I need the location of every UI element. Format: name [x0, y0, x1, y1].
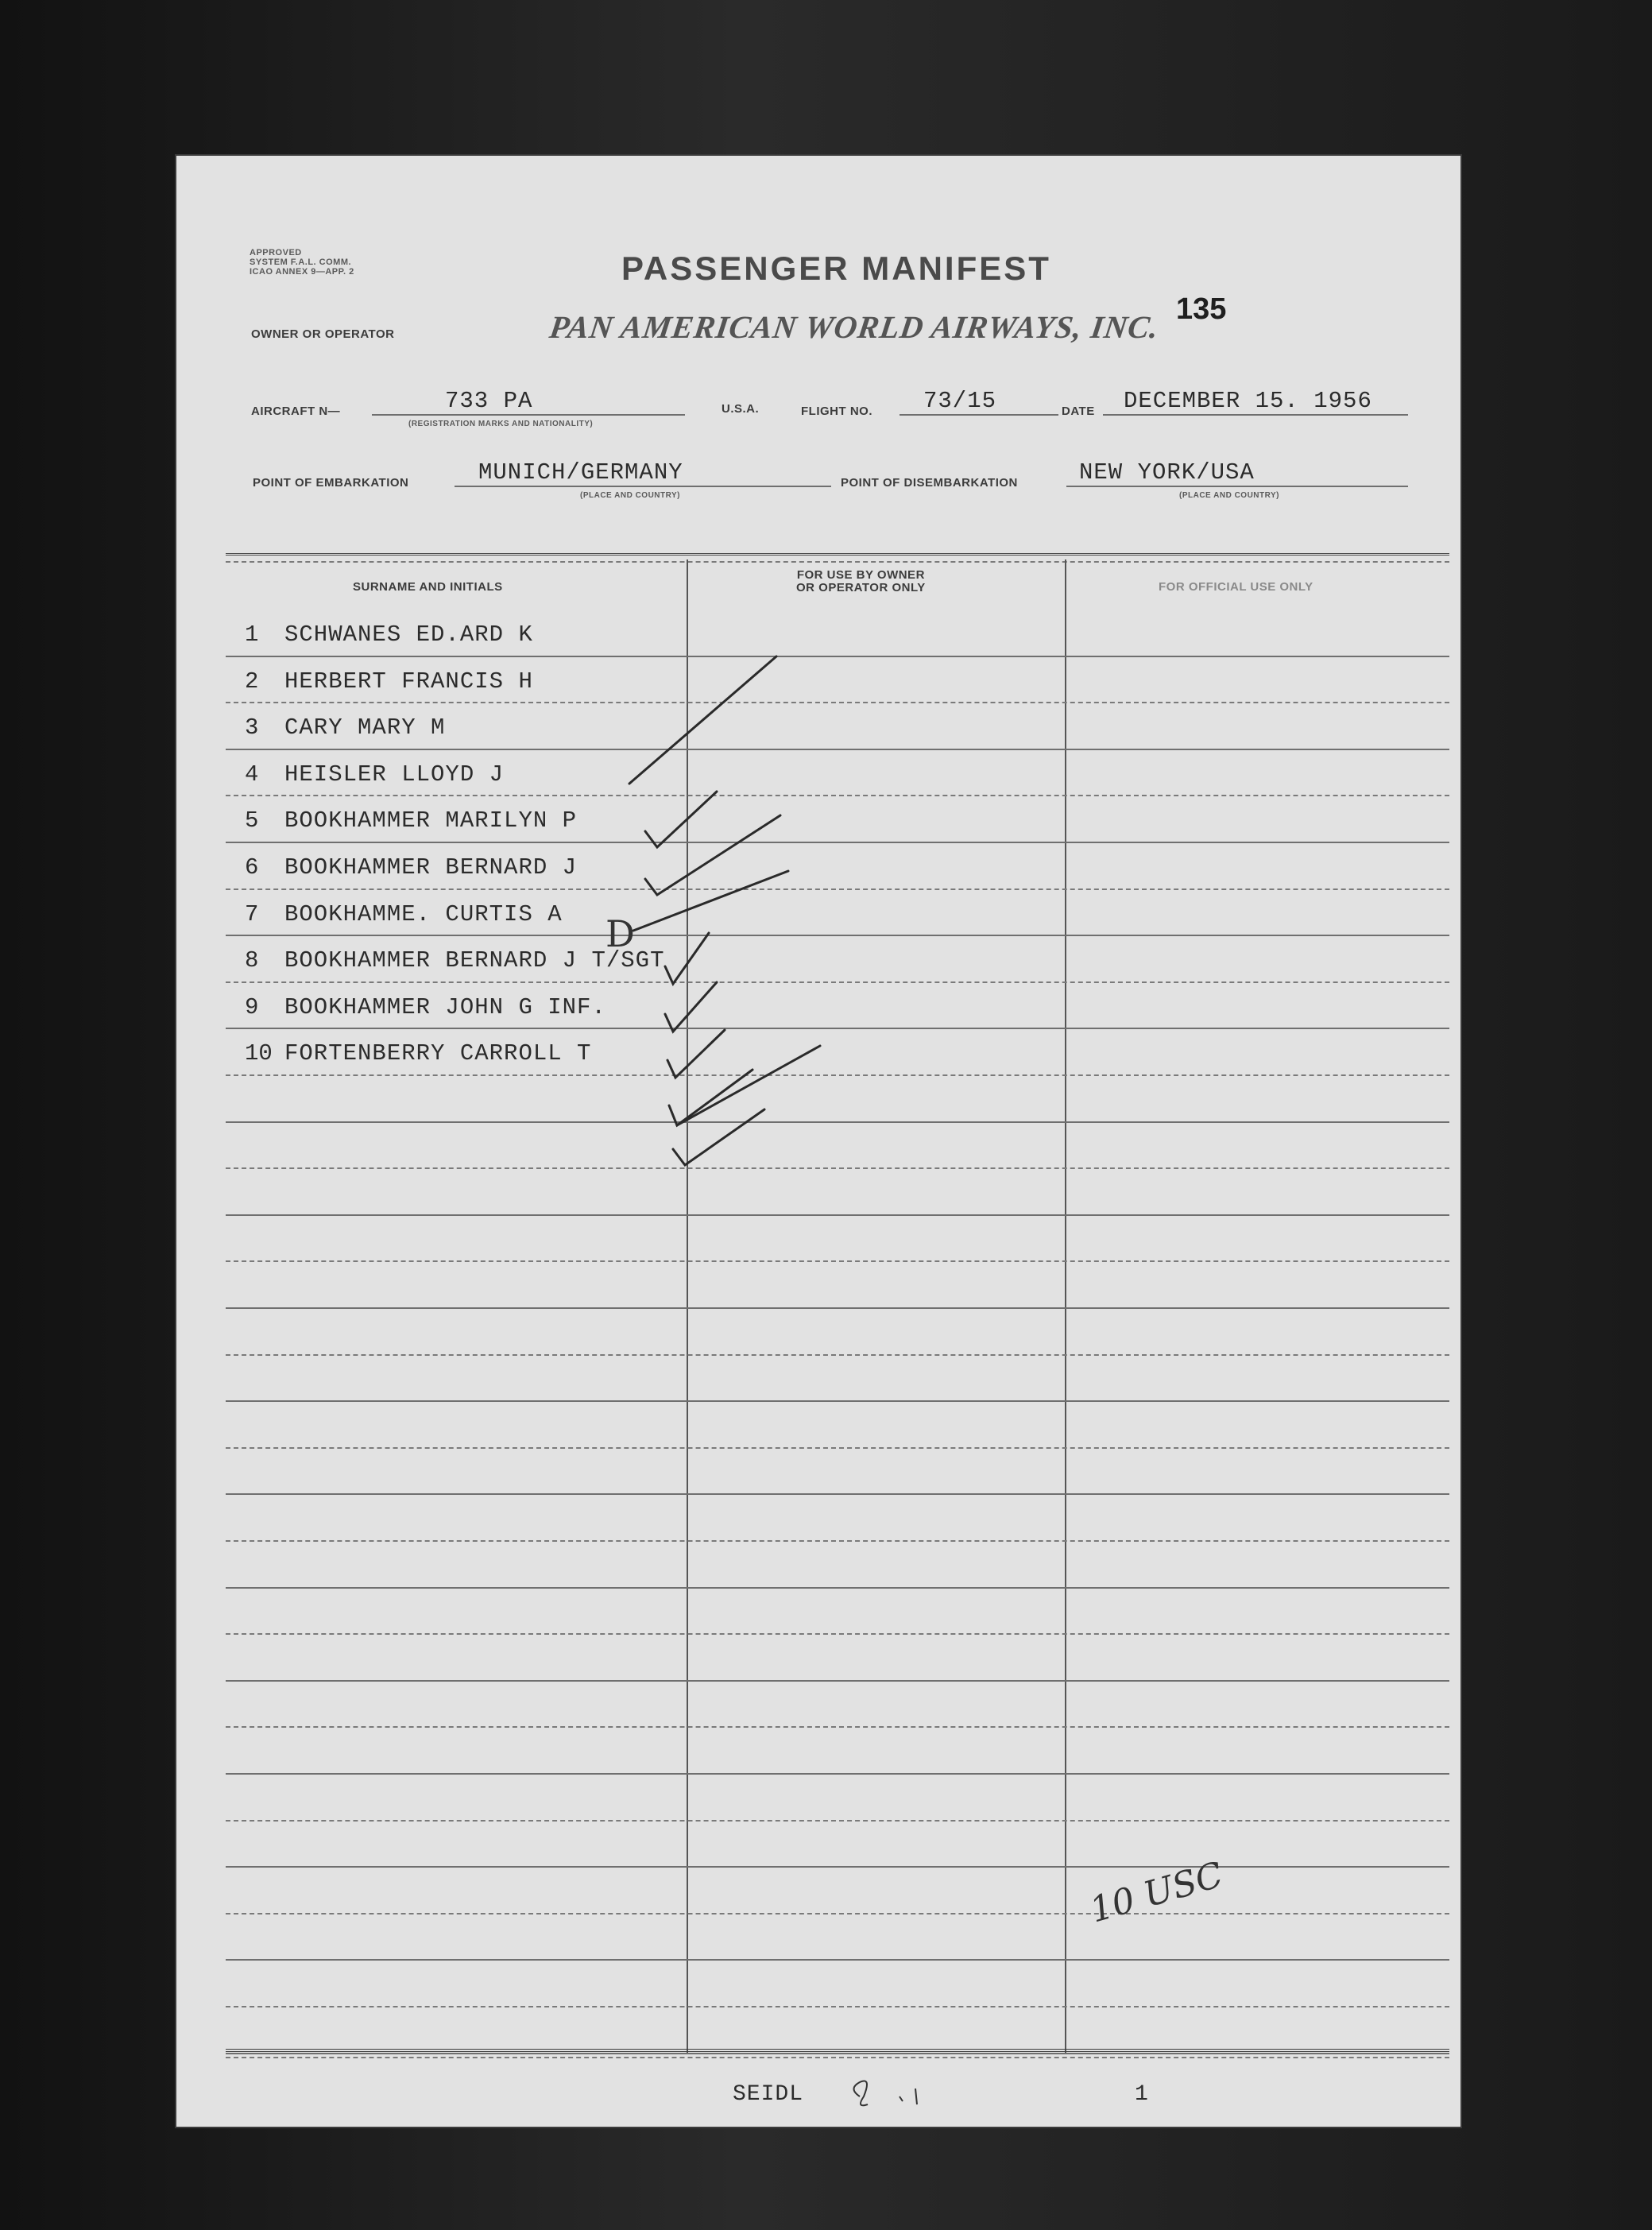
passenger-name: SCHWANES ED.ARD K [284, 621, 533, 648]
svg-text:D: D [605, 912, 635, 955]
row-rule [226, 842, 1449, 843]
footer-page: 1 [1135, 2082, 1149, 2107]
column-header-line: OR OPERATOR ONLY [796, 581, 926, 594]
aircraft-label: AIRCRAFT N— [251, 405, 341, 418]
signature-scribble [844, 2073, 939, 2112]
approval-line: APPROVED [250, 248, 302, 257]
passenger-number: 3 [245, 714, 259, 741]
passenger-number: 5 [245, 807, 259, 834]
row-rule [226, 1820, 1449, 1822]
row-rule [226, 1400, 1449, 1402]
column-header-line: FOR USE BY OWNER [796, 568, 925, 582]
row-rule [226, 1726, 1449, 1728]
column-header-official: FOR OFFICIAL USE ONLY [1159, 580, 1313, 594]
row-rule [226, 1773, 1449, 1775]
row-rule [226, 1121, 1449, 1123]
handwritten-note: 10 USC [1085, 1854, 1228, 1931]
passenger-number: 2 [245, 668, 259, 695]
page-number: 135 [1176, 292, 1227, 326]
row-rule [226, 749, 1449, 750]
row-rule [226, 1260, 1449, 1262]
row-rule [226, 1214, 1449, 1216]
passenger-number: 4 [245, 761, 259, 788]
passenger-number: 10 [245, 1040, 273, 1067]
passenger-name: BOOKHAMMER JOHN G INF. [284, 994, 606, 1020]
date-label: DATE [1062, 405, 1095, 418]
row-rule [226, 889, 1449, 890]
row-rule [226, 935, 1449, 936]
row-rule [226, 1587, 1449, 1589]
flight-value: 73/15 [923, 388, 997, 414]
approval-line: ICAO ANNEX 9—APP. 2 [250, 267, 354, 277]
registration-note: (REGISTRATION MARKS AND NATIONALITY) [408, 420, 594, 428]
disembarkation-label: POINT OF DISEMBARKATION [841, 476, 1018, 490]
row-rule [226, 981, 1449, 983]
disembarkation-note: (PLACE AND COUNTRY) [1179, 491, 1279, 500]
passenger-number: 6 [245, 854, 259, 881]
passenger-name: BOOKHAMMER BERNARD J T/SGT [284, 947, 665, 974]
row-rule [226, 1866, 1449, 1868]
row-rule [226, 656, 1449, 657]
footer-signature: SEIDL [733, 2082, 804, 2107]
row-rule [226, 795, 1449, 796]
embarkation-note: (PLACE AND COUNTRY) [580, 491, 680, 500]
passenger-number: 9 [245, 994, 259, 1020]
embarkation-value: MUNICH/GERMANY [478, 459, 683, 486]
passenger-name: HEISLER LLOYD J [284, 761, 505, 788]
owner-label: OWNER OR OPERATOR [251, 327, 395, 341]
disembarkation-value: NEW YORK/USA [1079, 459, 1255, 486]
row-rule [226, 1913, 1449, 1914]
passenger-name: HERBERT FRANCIS H [284, 668, 533, 695]
date-value: DECEMBER 15. 1956 [1124, 388, 1372, 414]
row-rule [226, 1680, 1449, 1682]
row-rule [226, 1959, 1449, 1961]
flight-label: FLIGHT NO. [801, 405, 872, 418]
row-rule [226, 702, 1449, 703]
passenger-name: BOOKHAMMER BERNARD J [284, 854, 578, 881]
column-header-surname: SURNAME AND INITIALS [353, 580, 503, 594]
row-rule [226, 1028, 1449, 1029]
approval-block [250, 248, 354, 277]
passenger-number: 1 [245, 621, 259, 648]
usa-label: U.S.A. [722, 402, 760, 416]
page-title: PASSENGER MANIFEST [621, 250, 1051, 287]
passenger-name: CARY MARY M [284, 714, 446, 741]
row-rule [226, 1354, 1449, 1356]
row-rule [226, 2006, 1449, 2007]
row-rule [226, 1540, 1449, 1542]
row-rule [226, 1074, 1449, 1076]
row-rule [226, 1493, 1449, 1495]
row-rule [226, 1167, 1449, 1169]
aircraft-value: 733 PA [445, 388, 533, 414]
approval-line: SYSTEM F.A.L. COMM. [250, 257, 352, 267]
inspection-checkmarks [605, 497, 828, 1213]
passenger-name: FORTENBERRY CARROLL T [284, 1040, 592, 1067]
passenger-name: BOOKHAMMER MARILYN P [284, 807, 578, 834]
passenger-name: BOOKHAMME. CURTIS A [284, 901, 563, 927]
row-rule [226, 1447, 1449, 1449]
passenger-number: 8 [245, 947, 259, 974]
row-rule [226, 1633, 1449, 1635]
embarkation-label: POINT OF EMBARKATION [253, 476, 409, 490]
passenger-number: 7 [245, 901, 259, 927]
row-rule [226, 1307, 1449, 1309]
manifest-sheet [176, 156, 1460, 2127]
row-rule [226, 2053, 1449, 2054]
operator-name: PAN AMERICAN WORLD AIRWAYS, INC. [547, 309, 1162, 345]
